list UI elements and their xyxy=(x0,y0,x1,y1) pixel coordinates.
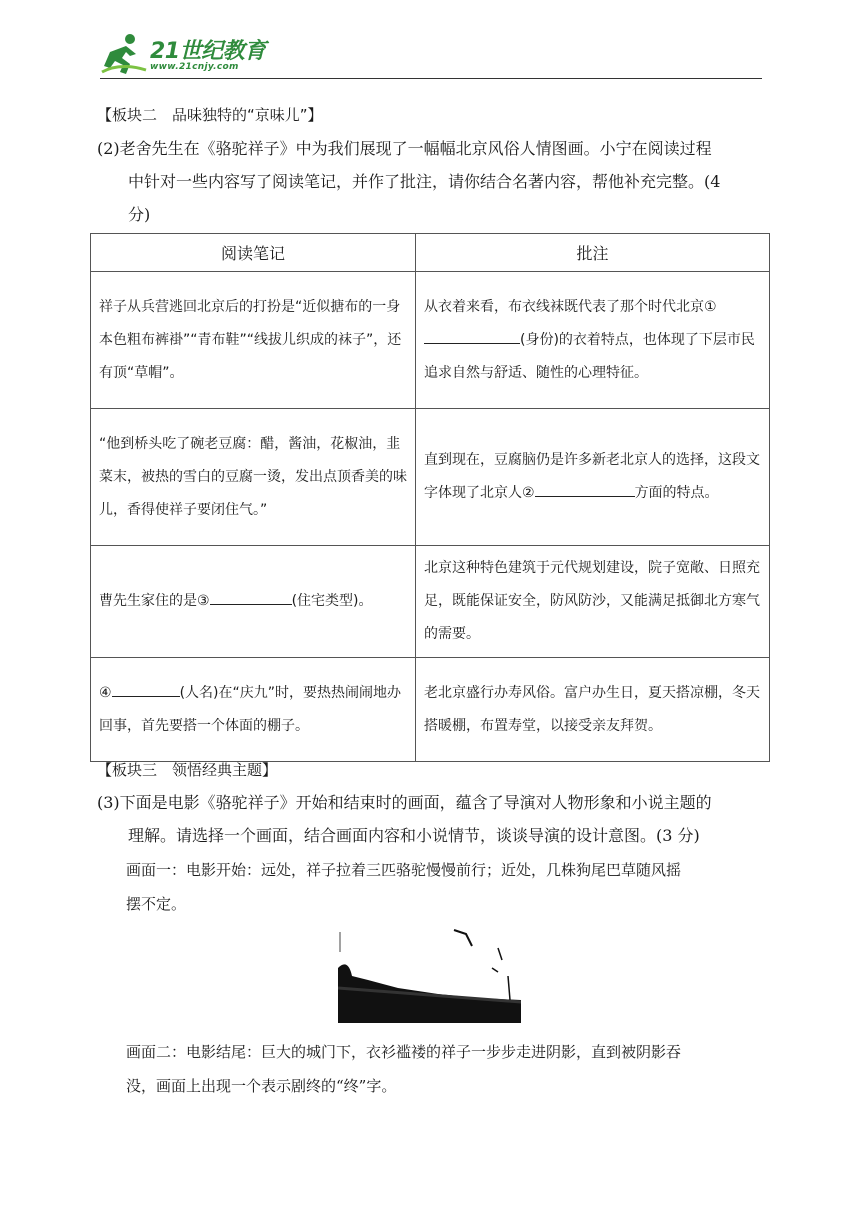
comment-text: 老北京盛行办寿风俗。富户办生日，夏天搭凉棚，冬天搭暖棚，布置寿堂，以接受亲友拜贺。 xyxy=(424,684,760,734)
table-header-comments: 批注 xyxy=(416,234,770,272)
note-text: “他到桥头吃了碗老豆腐：醋，酱油，花椒油，韭菜末，被热的雪白的豆腐一烫，发出点顶香美的味儿，香得使祥子要闭住气。” xyxy=(99,435,407,518)
logo-url-text: www.21cnjy.com xyxy=(150,62,239,72)
page-header xyxy=(100,28,762,80)
comment-cell xyxy=(416,546,770,658)
logo xyxy=(100,28,270,80)
section3-title: 【板块三 领悟经典主题】 xyxy=(97,761,278,779)
answer-blank-3[interactable] xyxy=(210,586,292,605)
scene1-line2: 摆不定。 xyxy=(126,895,187,913)
comment-text: 方面的特点。 xyxy=(634,485,719,501)
note-cell xyxy=(91,658,416,762)
table-header-row xyxy=(91,234,770,272)
logo-brand-text: 21世纪教育 xyxy=(150,39,266,64)
note-text: (人名)在“庆九”时，要热热闹闹地办回事，首先要搭一个体面的棚子。 xyxy=(99,684,401,734)
note-text: ④ xyxy=(99,684,112,701)
header-divider xyxy=(100,78,762,79)
table-row xyxy=(91,272,770,409)
section3-question-line1: (3)下面是电影《骆驼祥子》开始和结束时的画面，蕴含了导演对人物形象和小说主题的 xyxy=(97,793,712,812)
note-cell xyxy=(91,546,416,658)
comment-text: 从衣着来看，布衣线袜既代表了那个时代北京① xyxy=(424,298,717,315)
film-still-image xyxy=(338,928,521,1023)
scene1-line1: 画面一：电影开始：远处，祥子拉着三匹骆驼慢慢前行；近处，几株狗尾巴草随风摇 xyxy=(126,861,682,879)
table-row xyxy=(91,546,770,658)
section2-title: 【板块二 品味独特的“京味儿”】 xyxy=(97,106,323,124)
comment-text: 直到现在，豆腐脑仍是许多新老北京人的选择，这段文字体现了北京人② xyxy=(424,452,760,501)
section2-question-line1: (2)老舍先生在《骆驼祥子》中为我们展现了一幅幅北京风俗人情图画。小宁在阅读过程 xyxy=(97,139,712,158)
scene2-line2: 没，画面上出现一个表示剧终的“终”字。 xyxy=(126,1077,397,1095)
section3-question-line2: 理解。请选择一个画面，结合画面内容和小说情节，谈谈导演的设计意图。(3 分) xyxy=(128,826,700,845)
section2-question-line2: 中针对一些内容写了阅读笔记，并作了批注，请你结合名著内容，帮他补充完整。(4 xyxy=(128,172,721,191)
note-text: (住宅类型)。 xyxy=(291,593,373,609)
section2-question-line3: 分) xyxy=(128,205,151,224)
note-cell xyxy=(91,409,416,546)
comment-cell xyxy=(416,272,770,409)
comment-text: 北京这种特色建筑于元代规划建设，院子宽敞、日照充足，既能保证安全，防风防沙，又能满足抵御北方寒气的需要。 xyxy=(424,560,760,642)
answer-blank-4[interactable] xyxy=(112,678,180,697)
table-row xyxy=(91,658,770,762)
runner-logo-icon xyxy=(100,32,148,76)
table-header-notes: 阅读笔记 xyxy=(91,234,416,272)
comment-text: (身份)的衣着特点，也体现了下层市民追求自然与舒适、随性的心理特征。 xyxy=(424,331,755,381)
note-cell xyxy=(91,272,416,409)
answer-blank-2[interactable] xyxy=(535,478,635,497)
comment-cell xyxy=(416,658,770,762)
note-text: 曹先生家住的是③ xyxy=(99,593,210,609)
scene2-line1: 画面二：电影结尾：巨大的城门下，衣衫褴褛的祥子一步步走进阴影，直到被阴影吞 xyxy=(126,1043,682,1061)
reading-notes-table xyxy=(90,233,770,762)
note-text: 祥子从兵营逃回北京后的打扮是“近似搪布的一身本色粗布裤褂”“青布鞋”“线拔儿织成的袜子”，还有顶“草帽”。 xyxy=(99,298,402,381)
comment-cell xyxy=(416,409,770,546)
answer-blank-1[interactable] xyxy=(424,325,520,344)
table-row xyxy=(91,409,770,546)
